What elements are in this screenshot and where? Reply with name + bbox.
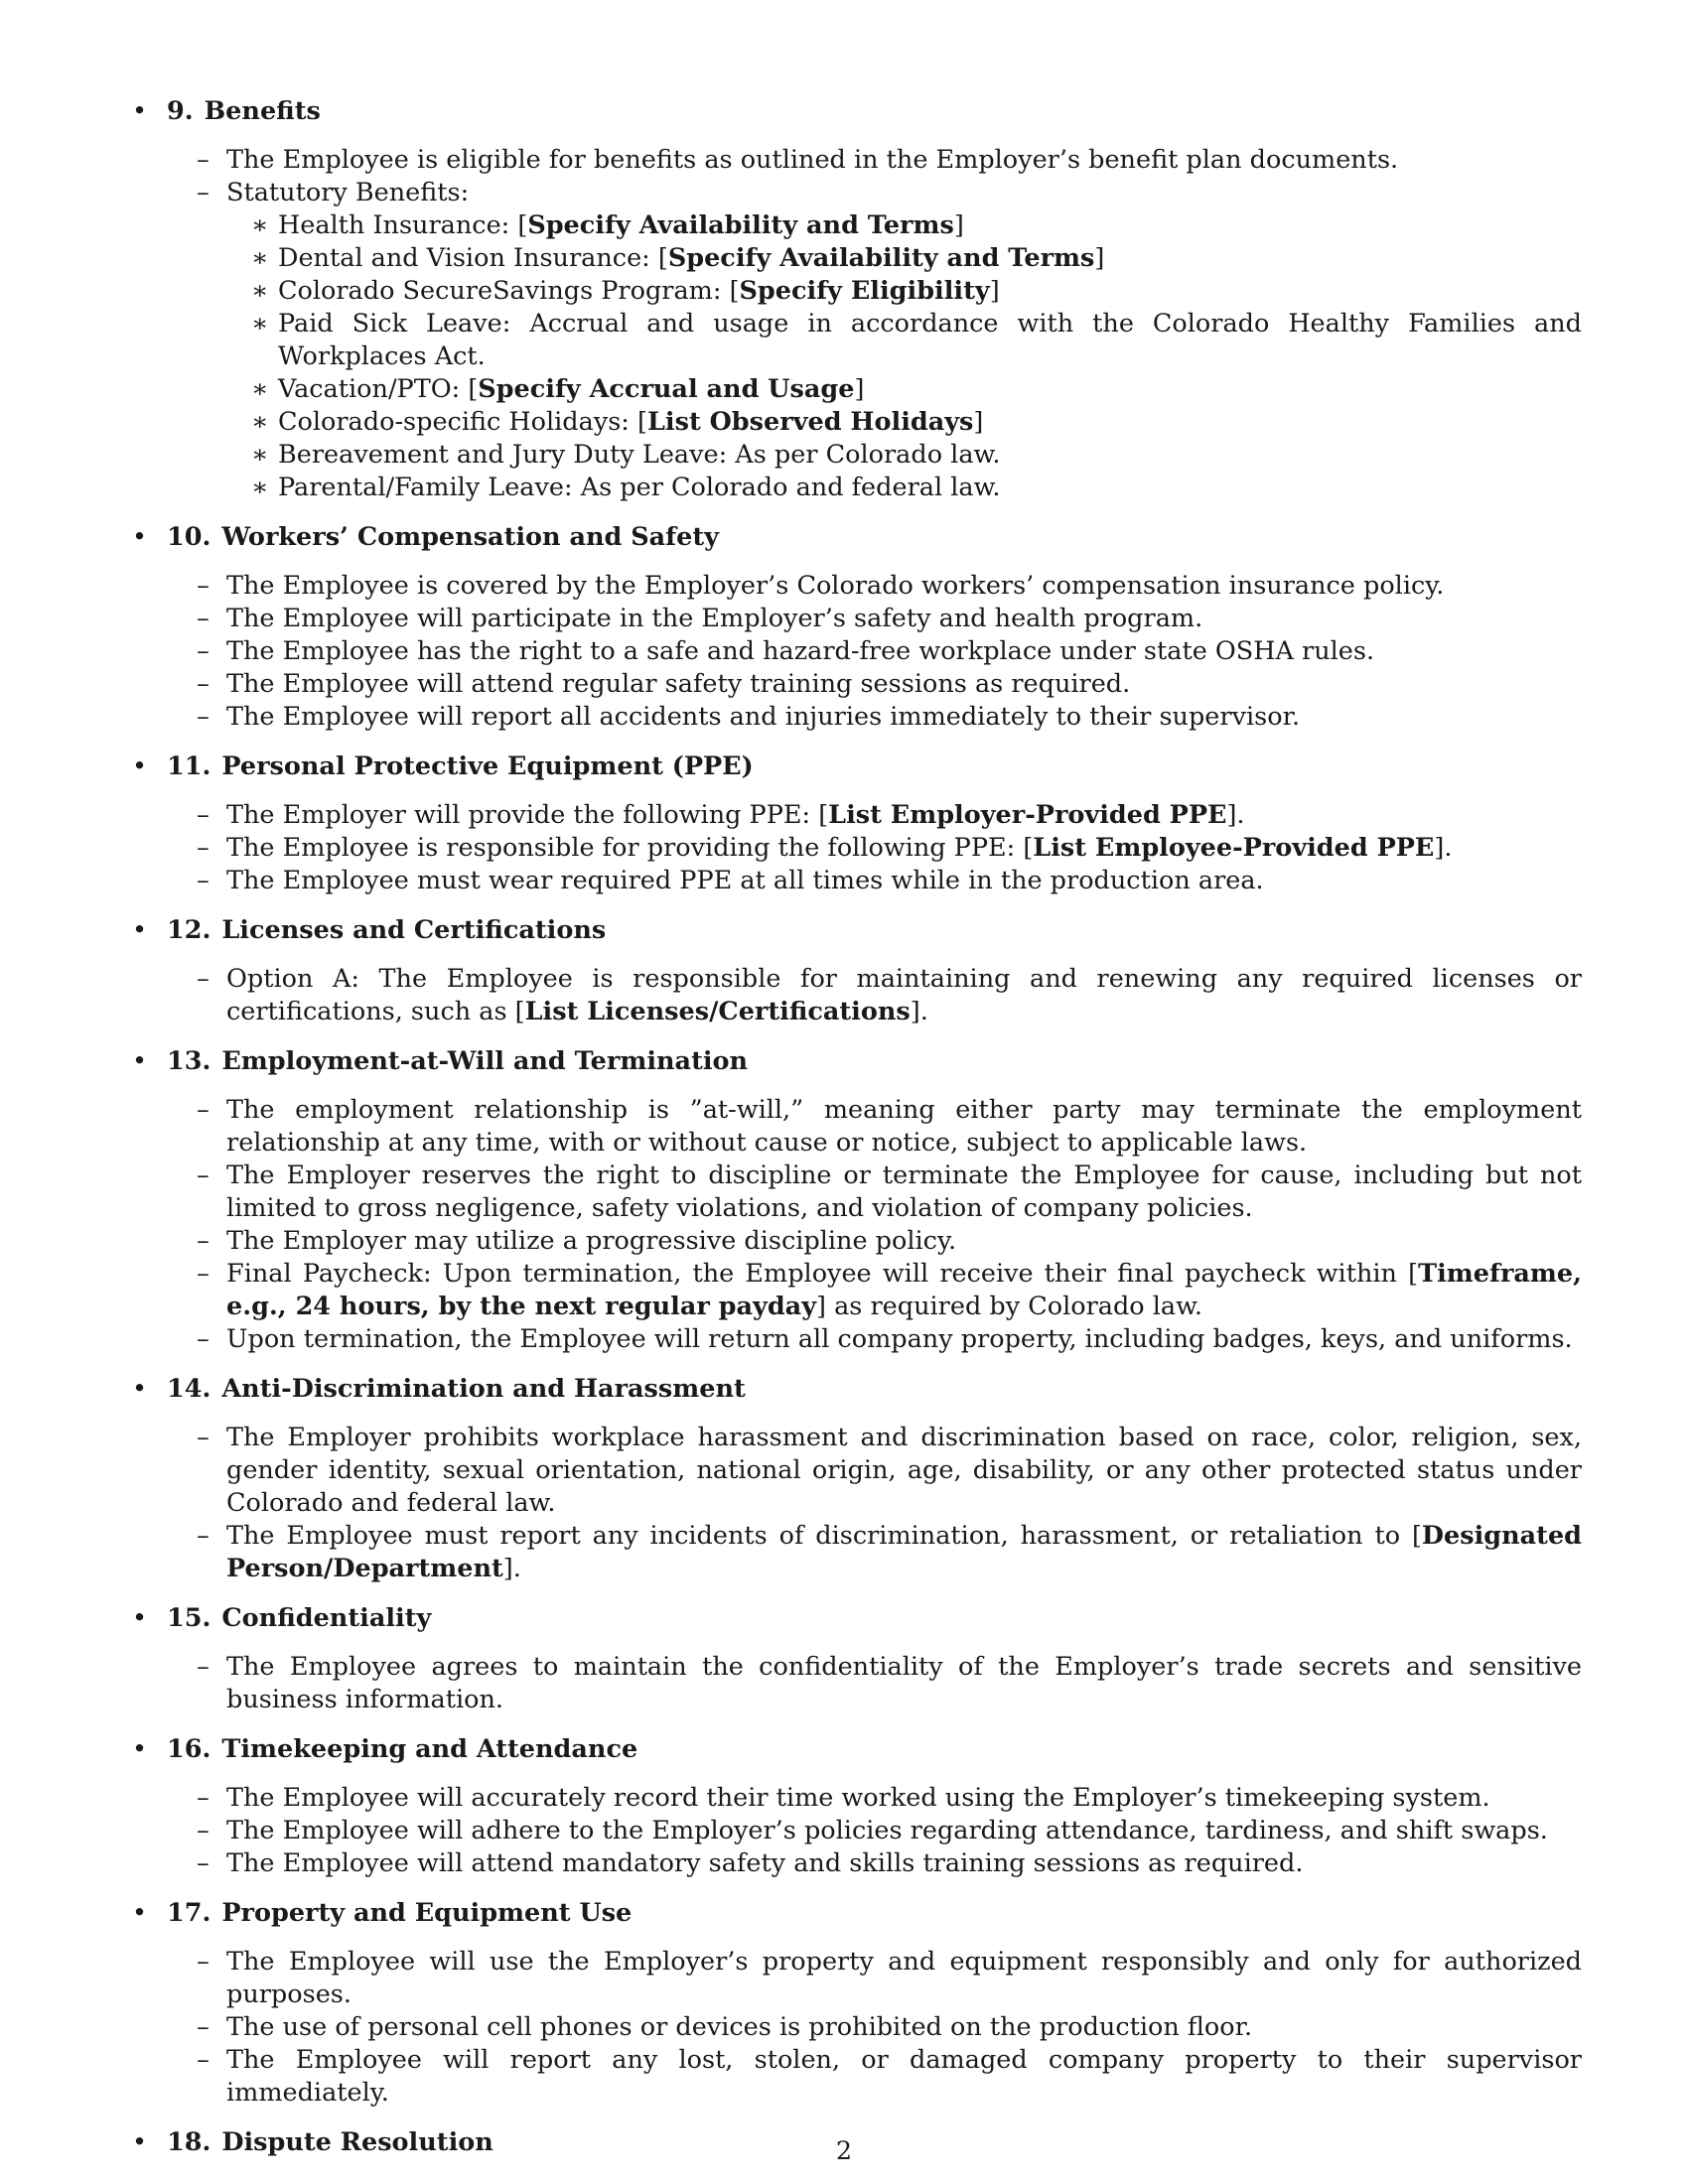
list-item: – The Employee will participate in the Employer’s safety and health program.: [197, 604, 1203, 633]
section-title: Dispute Resolution: [221, 2127, 493, 2157]
section-confidentiality: [132, 1602, 1582, 1716]
bullet-icon: •: [132, 1734, 148, 1764]
list-item: – Statutory Benefits: ∗ Health Insurance: [Specify Availability and Terms] ∗ Dental and Vision Insurance: [Specify Availability and Terms] ∗ Colorado SecureSavings Program: [Specify Eligibility] ∗ Paid Sick Leave: Accrual and usage in accordance with the Colorado Healthy Families and Workplaces Act. ∗ Vacation/PTO: [Specify Accrual and Usage] ∗ Colorado-specific Holidays: [List Observed Holidays] ∗ Bereavement and Jury Duty Leave: As per Colorado law. ∗ Parental/Family Leave: As per Colorado and federal law.: [197, 178, 1582, 502]
sub-item: ∗ Paid Sick Leave: Accrual and usage in accordance with the Colorado Healthy Families and Workplaces Act.: [251, 309, 1582, 371]
list-item: – The Employee will attend mandatory safety and skills training sessions as required.: [197, 1848, 1304, 1878]
section-number: 18.: [167, 2127, 211, 2157]
section-termination: [132, 1045, 1582, 1356]
bullet-icon: •: [132, 1898, 148, 1928]
section-number: 16.: [167, 1734, 211, 1764]
bullet-icon: •: [132, 1374, 148, 1404]
section-title: Licenses and Certifications: [221, 915, 607, 945]
bullet-icon: •: [132, 522, 148, 552]
list-item: – The Employee is eligible for benefits as outlined in the Employer’s benefit plan documents.: [197, 145, 1399, 175]
section-number: 12.: [167, 915, 211, 945]
sub-item: ∗ Bereavement and Jury Duty Leave: As per Colorado law.: [251, 440, 1001, 470]
list-item: – The Employee will use the Employer’s property and equipment responsibly and only for authorized purposes.: [197, 1947, 1582, 2009]
section-title: Timekeeping and Attendance: [221, 1734, 638, 1764]
list-item: – The Employee must wear required PPE at all times while in the production area.: [197, 866, 1264, 895]
section-number: 9.: [167, 96, 194, 126]
placeholder: List Employer-Provided PPE: [828, 800, 1227, 830]
list-item: – The Employer prohibits workplace harassment and discrimination based on race, color, religion, sex, gender identity, sexual orientation, national origin, age, disability, or any other protected status under Colorado and federal law.: [197, 1423, 1582, 1518]
placeholder: Specify Accrual and Usage: [478, 374, 855, 404]
list-item: – The Employee must report any incidents of discrimination, harassment, or retaliation to [Designated Person/Department].: [197, 1521, 1582, 1583]
list-item: – The Employee will report all accidents and injuries immediately to their supervisor.: [197, 702, 1301, 732]
placeholder: Specify Eligibility: [739, 276, 990, 306]
list-item: – The Employee has the right to a safe and hazard-free workplace under state OSHA rules.: [197, 636, 1375, 666]
section-heading: [132, 1897, 1582, 1930]
list-item: – The Employer will provide the following PPE: [List Employer-Provided PPE].: [197, 800, 1245, 830]
list-item: – The Employee agrees to maintain the confidentiality of the Employer’s trade secrets and sensitive business information.: [197, 1652, 1582, 1714]
list-item: – The use of personal cell phones or devices is prohibited on the production floor.: [197, 2012, 1253, 2042]
section-title: Benefits: [204, 96, 321, 126]
list-item: – The Employee is responsible for providing the following PPE: [List Employee-Provided PPE].: [197, 833, 1453, 863]
sub-item: ∗ Dental and Vision Insurance: [Specify Availability and Terms]: [251, 243, 1105, 273]
section-number: 11.: [167, 751, 211, 781]
bullet-icon: •: [132, 96, 148, 126]
sub-item: ∗ Colorado SecureSavings Program: [Specify Eligibility]: [251, 276, 1000, 306]
section-timekeeping: [132, 1733, 1582, 1880]
section-heading: [132, 1373, 1582, 1406]
list-item: – The Employee will accurately record their time worked using the Employer’s timekeeping system.: [197, 1783, 1490, 1813]
list-item: – Upon termination, the Employee will return all company property, including badges, keys, and uniforms.: [197, 1324, 1573, 1354]
sub-item: ∗ Parental/Family Leave: As per Colorado and federal law.: [251, 473, 1001, 502]
list-item: – The Employee is covered by the Employer’s Colorado workers’ compensation insurance policy.: [197, 571, 1445, 601]
list-item: – Final Paycheck: Upon termination, the Employee will receive their final paycheck within [Timeframe, e.g., 24 hours, by the next regular payday] as required by Colorado law.: [197, 1259, 1582, 1321]
section-heading: [132, 1045, 1582, 1078]
section-heading: [132, 1602, 1582, 1635]
section-title: Personal Protective Equipment (PPE): [221, 751, 754, 781]
sub-item: ∗ Vacation/PTO: [Specify Accrual and Usage]: [251, 374, 865, 404]
sub-item: ∗ Health Insurance: [Specify Availability and Terms]: [251, 210, 964, 240]
document-page: [132, 95, 1582, 2176]
list-item: – The Employee will attend regular safety training sessions as required.: [197, 669, 1131, 699]
section-number: 14.: [167, 1374, 211, 1404]
placeholder: List Employee-Provided PPE: [1033, 833, 1435, 863]
bullet-icon: •: [132, 751, 148, 781]
section-title: Property and Equipment Use: [221, 1898, 633, 1928]
list-item: – The Employer may utilize a progressive discipline policy.: [197, 1226, 957, 1256]
bullet-icon: •: [132, 1603, 148, 1633]
section-heading: [132, 751, 1582, 783]
section-anti-discrimination: [132, 1373, 1582, 1585]
section-number: 10.: [167, 522, 211, 552]
section-title: Anti-Discrimination and Harassment: [221, 1374, 746, 1404]
placeholder: Specify Availability and Terms: [667, 243, 1095, 273]
placeholder: Specify Availability and Terms: [527, 210, 954, 240]
section-heading: [132, 914, 1582, 947]
section-heading: [132, 521, 1582, 554]
list-item: – Option A: The Employee is responsible for maintaining and renewing any required licenses or certifications, such as [List Licenses/Certifications].: [197, 964, 1582, 1026]
page-number: 2: [835, 2136, 853, 2166]
placeholder: Designated Person/Department: [226, 1521, 1582, 1583]
list-item: – The employment relationship is ”at-will,” meaning either party may terminate the employment relationship at any time, with or without cause or notice, subject to applicable laws.: [197, 1095, 1582, 1158]
placeholder: List Licenses/Certifications: [524, 997, 911, 1026]
section-title: Employment-at-Will and Termination: [221, 1046, 749, 1076]
section-licenses: [132, 914, 1582, 1028]
section-number: 15.: [167, 1603, 211, 1633]
section-property: [132, 1897, 1582, 2110]
section-title: Workers’ Compensation and Safety: [221, 522, 719, 552]
section-ppe: [132, 751, 1582, 897]
bullet-icon: •: [132, 915, 148, 945]
list-item: – The Employee will adhere to the Employer’s policies regarding attendance, tardiness, and shift swaps.: [197, 1816, 1548, 1845]
section-benefits: [132, 95, 1582, 504]
placeholder: List Observed Holidays: [646, 407, 974, 437]
bullet-icon: •: [132, 2127, 148, 2157]
section-heading: [132, 1733, 1582, 1766]
section-workers-compensation: [132, 521, 1582, 734]
sub-item: ∗ Colorado-specific Holidays: [List Observed Holidays]: [251, 407, 984, 437]
section-title: Confidentiality: [221, 1603, 432, 1633]
list-item: – The Employee will report any lost, stolen, or damaged company property to their supervisor immediately.: [197, 2045, 1582, 2108]
bullet-icon: •: [132, 1046, 148, 1076]
section-heading: [132, 95, 1582, 128]
section-number: 13.: [167, 1046, 211, 1076]
section-number: 17.: [167, 1898, 211, 1928]
statutory-benefits-list: [226, 209, 1582, 504]
list-item: – The Employer reserves the right to discipline or terminate the Employee for cause, including but not limited to gross negligence, safety violations, and violation of company policies.: [197, 1160, 1582, 1223]
placeholder: Timeframe, e.g., 24 hours, by the next regular payday: [226, 1259, 1582, 1321]
